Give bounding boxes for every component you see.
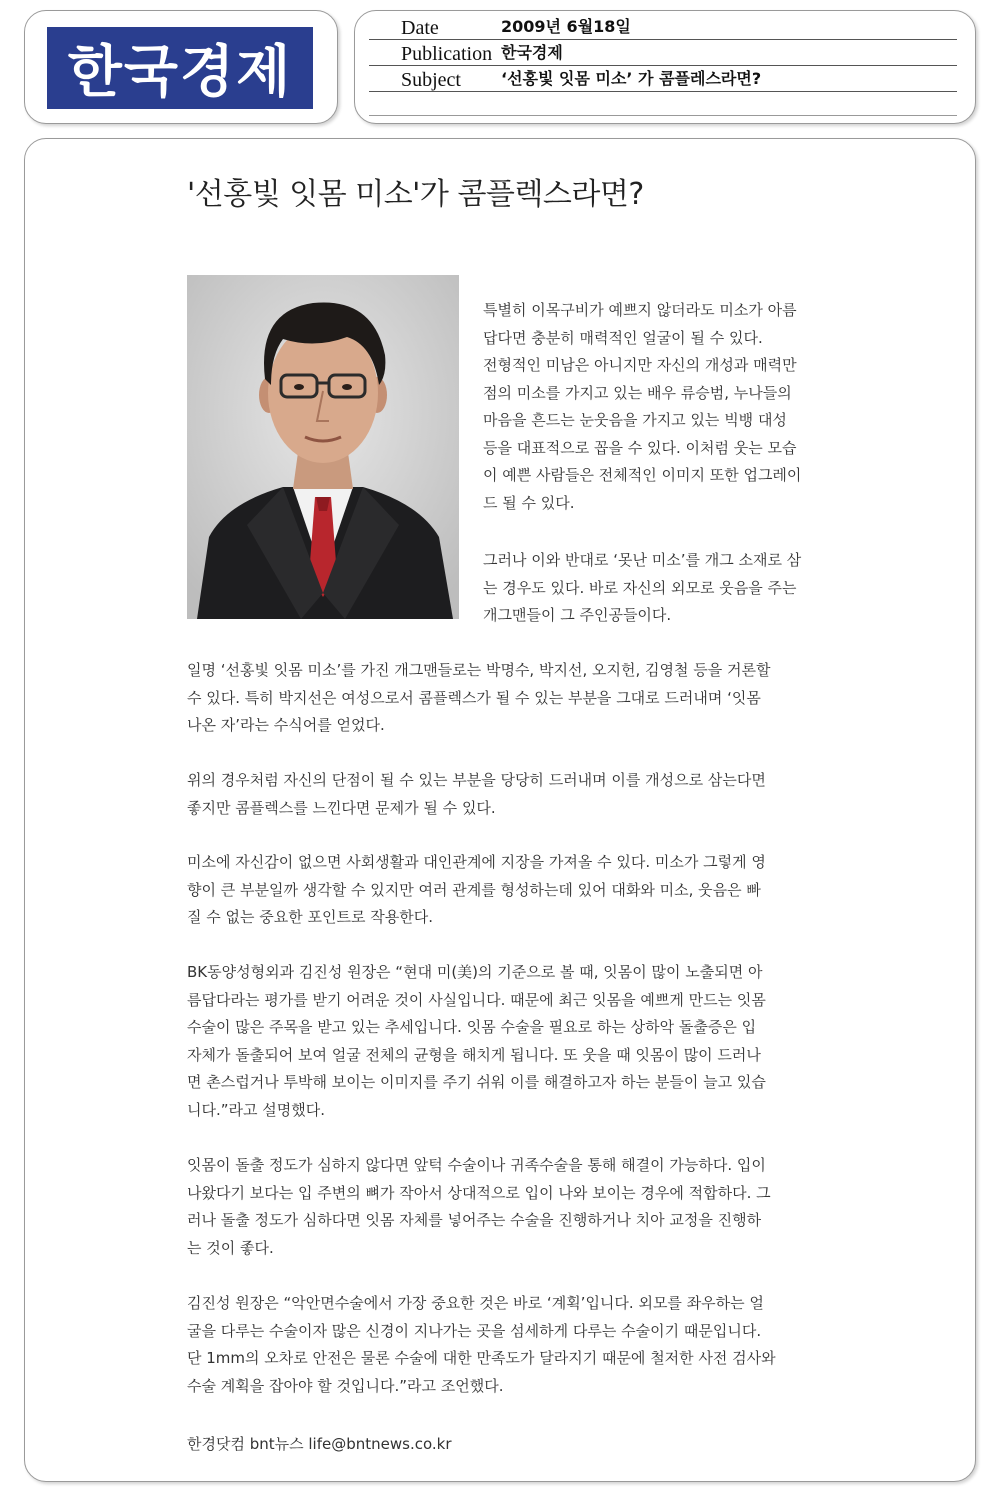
meta-row-publication	[369, 41, 957, 66]
meta-value: ‘선홍빛 잇몸 미소’ 가 콤플레스라면?	[501, 69, 762, 88]
newspaper-logo: 한국경제	[47, 27, 313, 109]
article-paragraph: 일명 ‘선홍빛 잇몸 미소’를 가진 개그맨들로는 박명수, 박지선, 오지헌, 김영철 등을 거론할 수 있다. 특히 박지선은 여성으로서 콤플렉스가 될 수 있는 부분을 그대로 드러내며 ‘잇몸 나온 자’라는 수식어를 얻었다.	[187, 661, 771, 734]
article-paragraph: BK동양성형외과 김진성 원장은 “현대 미(美)의 기준으로 볼 때, 잇몸이 많이 노출되면 아 름답다라는 평가를 받기 어려운 것이 사실입니다. 때문에 최근 잇몸을 예쁘게 만드는 잇몸 수술이 많은 주목을 받고 있는 추세입니다. 잇몸 수술을 필요로 하는 상하악 돌출증은 입 자체가 돌출되어 보여 얼굴 전체의 균형을 해치게 됩니다. 또 웃을 때 잇몸이 많이 드러나 면 촌스럽거나 투박해 보이는 이미지를 주기 쉬워 이를 해결하고자 하는 분들이 늘고 있습 니다.”라고 설명했다.	[187, 963, 766, 1119]
meta-row-date	[369, 15, 957, 40]
article-paragraph: 그러나 이와 반대로 ‘못난 미소’를 개그 소재로 삼 는 경우도 있다. 바로 자신의 외모로 웃음을 주는 개그맨들이 그 주인공들이다.	[483, 551, 802, 624]
article-paragraph: 미소에 자신감이 없으면 사회생활과 대인관계에 지장을 가져올 수 있다. 미소가 그렇게 영 향이 큰 부분일까 생각할 수 있지만 여러 관계를 형성하는데 있어 대화와 미소, 웃음은 빠 질 수 없는 중요한 포인트로 작용한다.	[187, 853, 766, 926]
meta-value: 한국경제	[501, 43, 563, 62]
meta-row-subject	[369, 67, 957, 92]
portrait-illustration	[187, 275, 459, 619]
article-paragraph: 위의 경우처럼 자신의 단점이 될 수 있는 부분을 당당히 드러내며 이를 개성으로 삼는다면 좋지만 콤플렉스를 느낀다면 문제가 될 수 있다.	[187, 771, 766, 817]
logo-panel	[24, 10, 338, 124]
portrait-photo	[187, 275, 459, 619]
article-headline: '선홍빛 잇몸 미소'가 콤플렉스라면?	[187, 177, 644, 212]
article-paragraph: 잇몸이 돌출 정도가 심하지 않다면 앞턱 수술이나 귀족수술을 통해 해결이 가능하다. 입이 나왔다기 보다는 입 주변의 뼈가 작아서 상대적으로 입이 나와 보이는 경우에 적합하다. 그 러나 돌출 정도가 심하다면 잇몸 자체를 넣어주는 수술을 진행하거나 치아 교정을 진행하 는 것이 좋다.	[187, 1156, 771, 1257]
article-paragraph: 특별히 이목구비가 예쁘지 않더라도 미소가 아름 답다면 충분히 매력적인 얼굴이 될 수 있다. 전형적인 미남은 아니지만 자신의 개성과 매력만 점의 미소를 가지고 있는 배우 류승범, 누나들의 마음을 흔드는 눈웃음을 가지고 있는 빅뱅 대성 등을 대표적으로 꼽을 수 있다. 이처럼 웃는 모습 이 예쁜 사람들은 전체적인 이미지 또한 업그레이 드 될 수 있다.	[483, 301, 802, 512]
metadata-panel	[354, 10, 976, 124]
meta-label: Publication	[401, 43, 493, 65]
article-paragraph: 김진성 원장은 “악안면수술에서 가장 중요한 것은 바로 ‘계획’입니다. 외모를 좌우하는 얼 굴을 다루는 수술이자 많은 신경이 지나가는 곳을 섬세하게 다루는 수술이기 때문입니다. 단 1mm의 오차로 안전은 물론 수술에 대한 만족도가 달라지기 때문에 철저한 사전 검사와 수술 계획을 잡아야 할 것입니다.”라고 조언했다.	[187, 1294, 776, 1395]
meta-label: Subject	[401, 69, 461, 91]
meta-divider	[369, 115, 957, 116]
article-byline: 한경닷컴 bnt뉴스 life@bntnews.co.kr	[187, 1435, 452, 1453]
meta-value: 2009년 6월18일	[501, 17, 631, 36]
meta-label: Date	[401, 17, 439, 39]
article-panel	[24, 138, 976, 1482]
